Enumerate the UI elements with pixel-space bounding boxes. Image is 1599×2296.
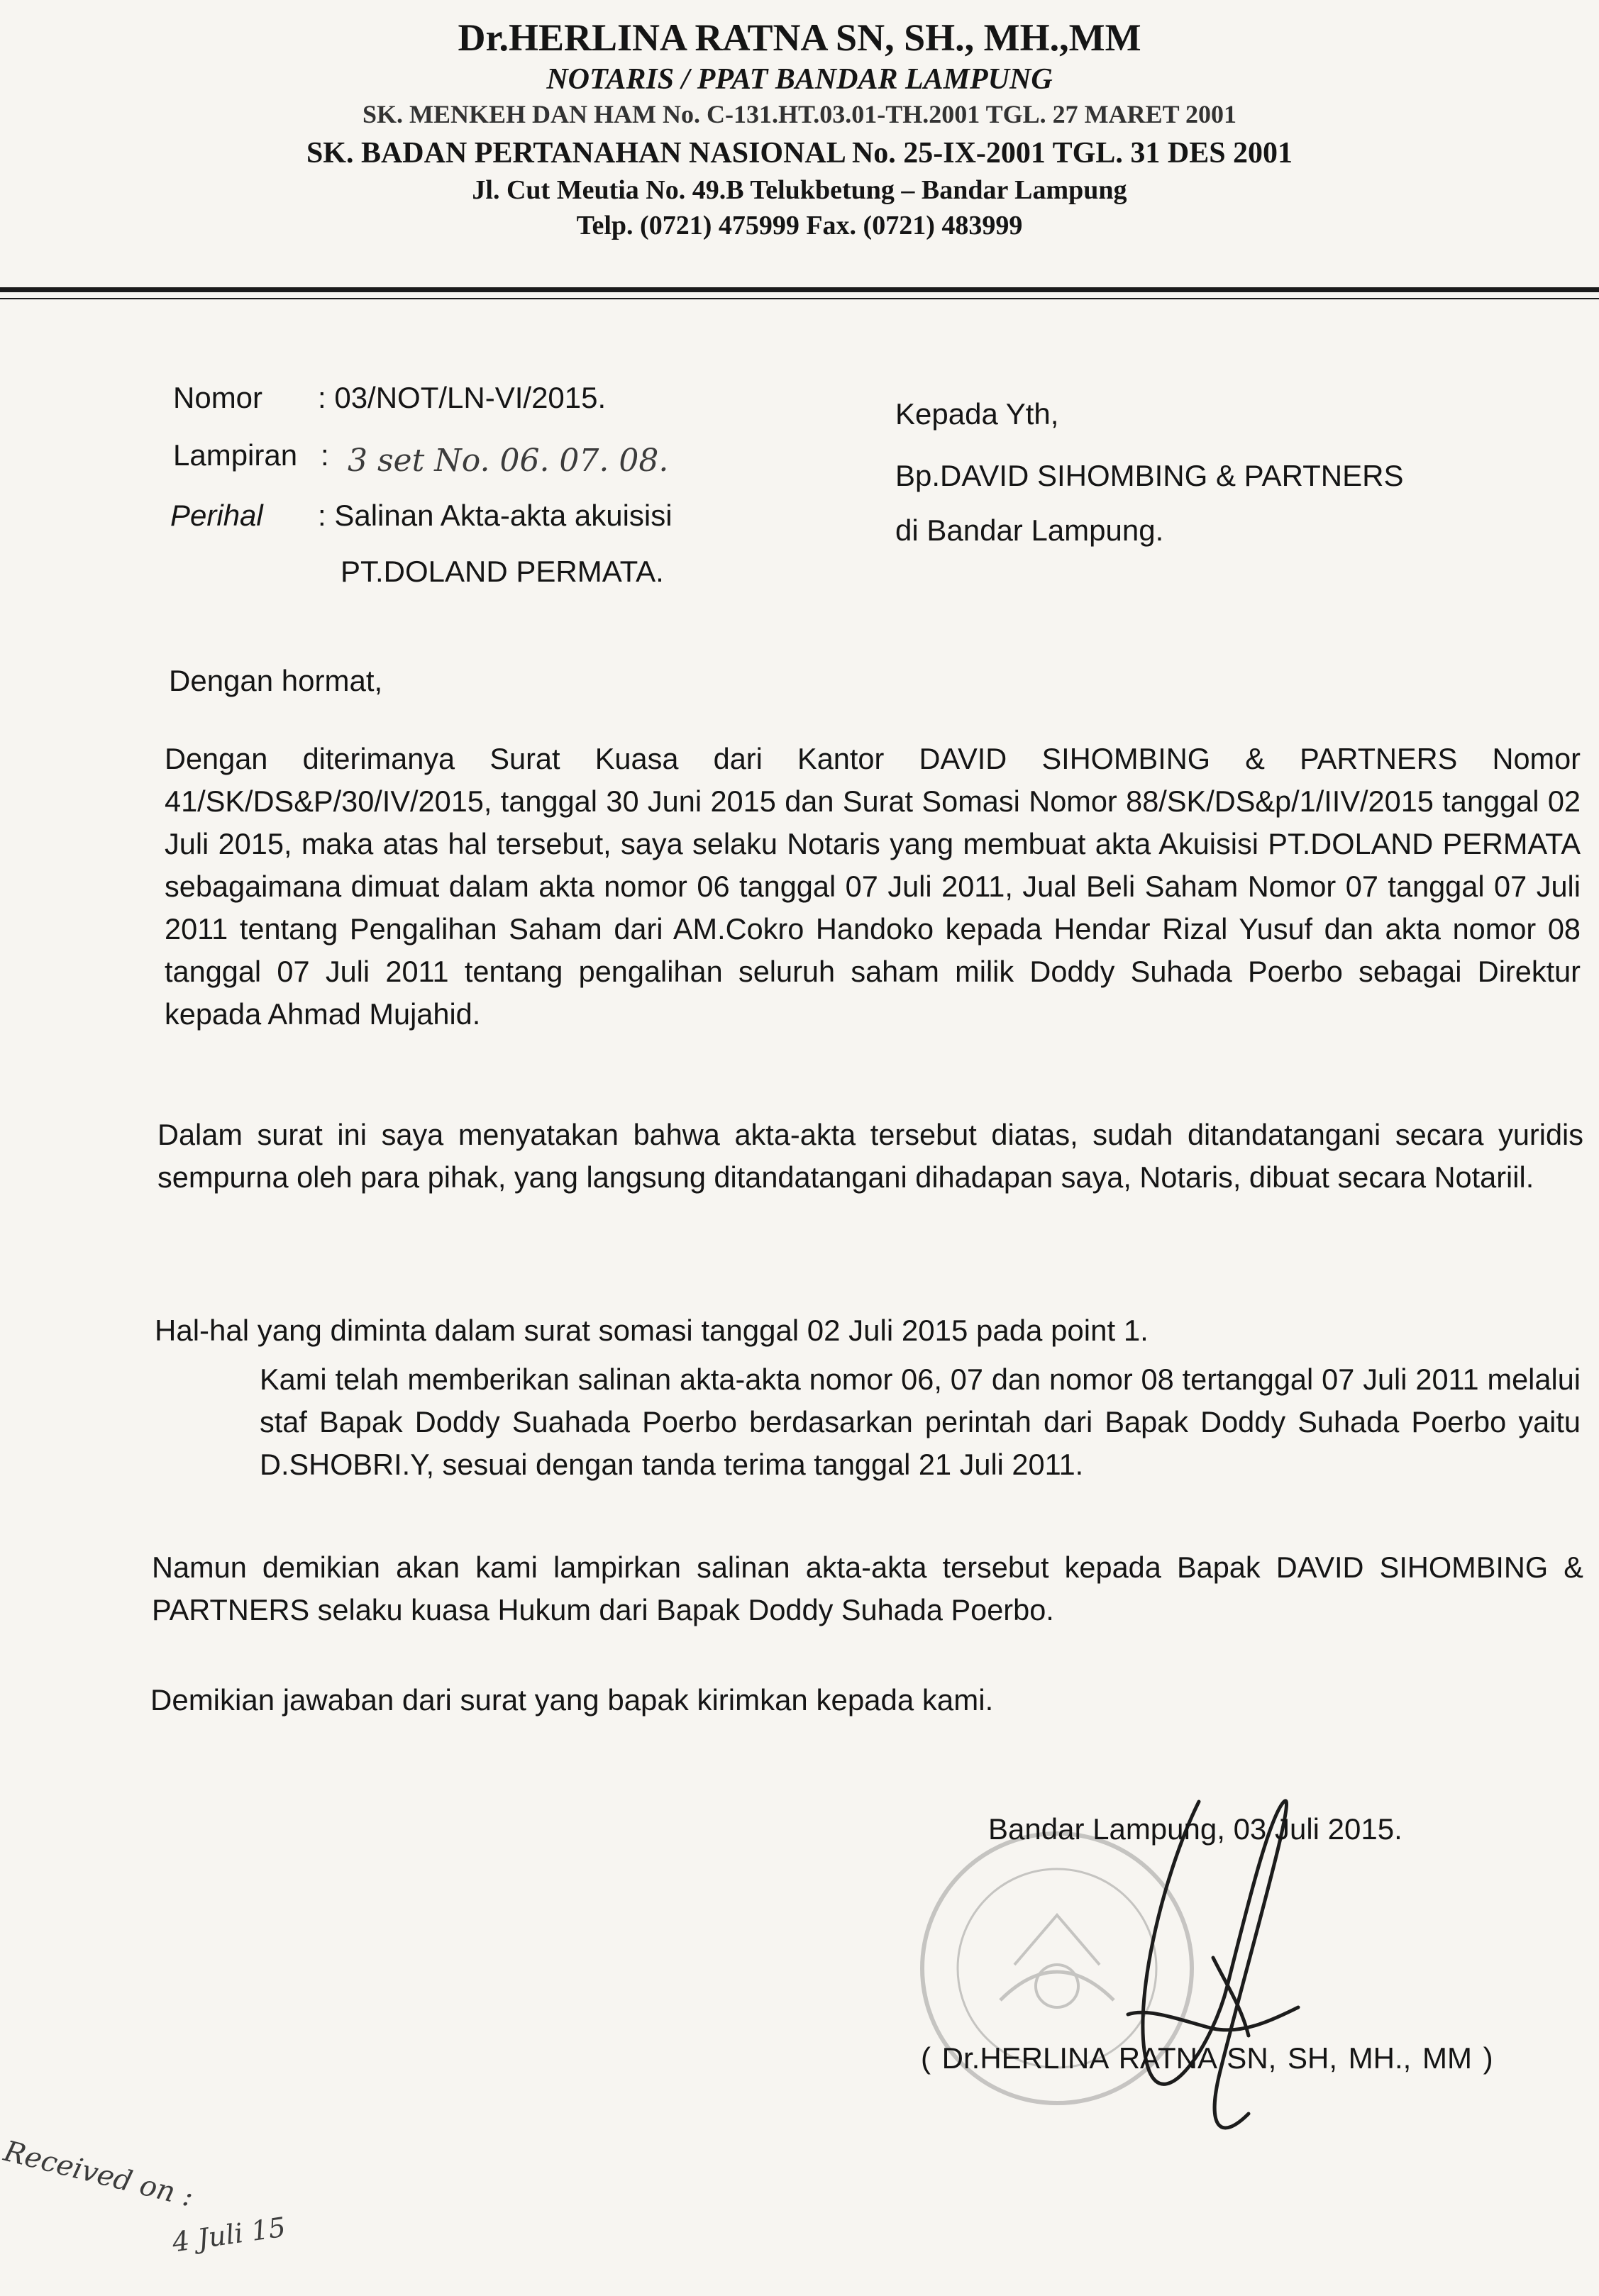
nomor-label: Nomor [173, 381, 263, 414]
lampiran-colon: : [321, 438, 329, 472]
paragraph-somasi-lead: Hal-hal yang diminta dalam surat somasi tanggal 02 Juli 2015 pada point 1. [155, 1314, 1149, 1347]
greeting: Dengan hormat, [169, 664, 383, 697]
perihal-label: Perihal [170, 499, 263, 532]
letterhead-address: Jl. Cut Meutia No. 49.B Telukbetung – Bandar Lampung [472, 175, 1127, 205]
recipient-name: Bp.DAVID SIHOMBING & PARTNERS [895, 459, 1404, 492]
paragraph-lampiran: Namun demikian akan kami lampirkan salinan akta-akta tersebut kepada Bapak DAVID SIHOMBING & PARTNERS selaku kuasa Hukum dari Bapak Doddy Suhada Poerbo. [152, 1551, 1583, 1626]
perihal-line2: PT.DOLAND PERMATA. [341, 555, 664, 588]
letterhead-rule-thin [0, 298, 1599, 299]
nomor-value: : 03/NOT/LN-VI/2015. [318, 381, 607, 414]
paragraph-pernyataan: Dalam surat ini saya menyatakan bahwa akta-akta tersebut diatas, sudah ditandatangani secara yuridis sempurna oleh para pihak, yang langsung ditandatangani dihadapan saya, Notaris, dibuat secara Notariil. [157, 1118, 1583, 1194]
letterhead-phone: Telp. (0721) 475999 Fax. (0721) 483999 [576, 211, 1023, 240]
letterhead-name: Dr.HERLINA RATNA SN, SH., MH.,MM [458, 16, 1141, 59]
closing-sentence: Demikian jawaban dari surat yang bapak kirimkan kepada kami. [150, 1683, 994, 1717]
paragraph-akuisisi: Dengan diterimanya Surat Kuasa dari Kantor DAVID SIHOMBING & PARTNERS Nomor 41/SK/DS&P/30/IV/2015, tanggal 30 Juni 2015 dan Surat Somasi Nomor 88/SK/DS&p/1/IIV/2015 tanggal 02 Juli 2015, maka atas hal tersebut, saya selaku Notaris yang membuat akta Akuisisi PT.DOLAND PERMATA sebagaimana dimuat dalam akta nomor 06 tanggal 07 Juli 2011, Jual Beli Saham Nomor 07 tanggal 07 Juli 2011 tentang Pengalihan Saham dari AM.Cokro Handoko kepada Hendar Rizal Yusuf dan akta nomor 08 tanggal 07 Juli 2011 tentang pengalihan seluruh saham milik Doddy Suhada Poerbo sebagai Direktur kepada Ahmad Mujahid. [165, 742, 1581, 1031]
letterhead-sk-menkeh: SK. MENKEH DAN HAM No. C-131.HT.03.01-TH.2001 TGL. 27 MARET 2001 [362, 100, 1237, 128]
letterhead-sk-bpn: SK. BADAN PERTANAHAN NASIONAL No. 25-IX-2001 TGL. 31 DES 2001 [306, 137, 1293, 170]
signature-name: ( Dr.HERLINA RATNA SN, SH, MH., MM ) [921, 2041, 1493, 2075]
letterhead-rule-thick [0, 287, 1599, 292]
handwritten-received-note: Received on : [0, 2135, 197, 2214]
signature-place-date: Bandar Lampung, 03 Juli 2015. [988, 1812, 1402, 1846]
paragraph-somasi-detail: Kami telah memberikan salinan akta-akta nomor 06, 07 dan nomor 08 tertanggal 07 Juli 2011 melalui staf Bapak Doddy Suahada Poerbo berdasarkan perintah dari Bapak Doddy Suhada Poerbo yaitu D.SHOBRI.Y, sesuai dengan tanda terima tanggal 21 Juli 2011. [260, 1363, 1581, 1481]
lampiran-handwritten-value: 3 set No. 06. 07. 08. [348, 443, 669, 479]
lampiran-label: Lampiran [173, 438, 298, 472]
letterhead-office: NOTARIS / PPAT BANDAR LAMPUNG [546, 63, 1053, 96]
recipient-greeting: Kepada Yth, [895, 397, 1059, 431]
handwritten-signature [1128, 1801, 1298, 2128]
perihal-line1: : Salinan Akta-akta akuisisi [318, 499, 673, 532]
recipient-city: di Bandar Lampung. [895, 514, 1164, 547]
handwritten-date-note: 4 Juli 15 [170, 2211, 288, 2258]
